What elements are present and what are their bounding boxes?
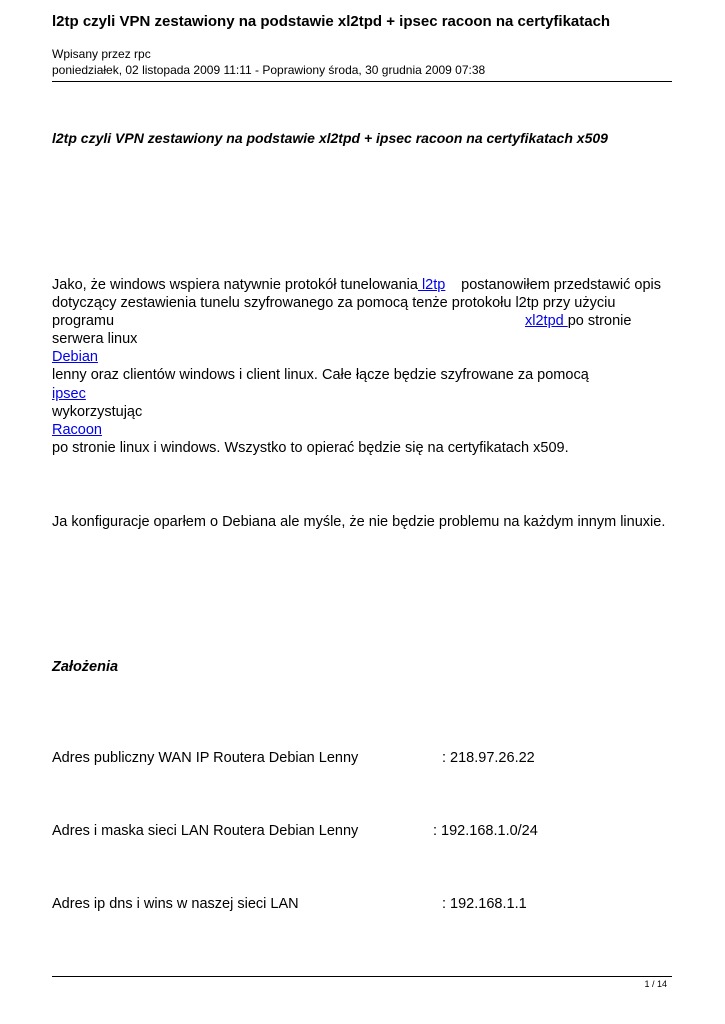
link-xl2tpd[interactable]: xl2tpd: [525, 313, 568, 329]
header-author: Wpisany przez rpc: [52, 47, 151, 61]
info-label: Adres publiczny WAN IP Routera Debian Lenny: [52, 750, 359, 766]
paragraph-line: [52, 276, 445, 294]
paragraph-line: [52, 348, 98, 366]
paragraph-line-right: postanowiłem przedstawić opis: [461, 277, 661, 293]
paragraph-line: dotyczący zestawienia tunelu szyfrowanego za pomocą tenże protokołu l2tp przy użyciu: [52, 295, 616, 311]
paragraph-line: programu: [52, 313, 115, 329]
info-label: Adres ip dns i wins w naszej sieci LAN: [52, 896, 299, 912]
section-title: Założenia: [52, 659, 119, 675]
footer-divider: [52, 976, 672, 977]
link-debian[interactable]: Debian: [52, 349, 98, 365]
paragraph-line: [52, 421, 102, 439]
article-title: l2tp czyli VPN zestawiony na podstawie xl2tpd + ipsec racoon na certyfikatach x509: [52, 130, 608, 146]
link-ipsec[interactable]: ipsec: [52, 386, 86, 402]
paragraph-line: lenny oraz clientów windows i client linux. Całe łącze będzie szyfrowane za pomocą: [52, 367, 589, 383]
link-l2tp[interactable]: l2tp: [417, 277, 446, 293]
text: po stronie: [567, 313, 632, 329]
header-dates: poniedziałek, 02 listopada 2009 11:11 - Poprawiony środa, 30 grudnia 2009 07:38: [52, 63, 486, 77]
paragraph-line: po stronie linux i windows. Wszystko to opierać będzie się na certyfikatach x509.: [52, 440, 569, 456]
info-value: : 218.97.26.22: [442, 750, 535, 766]
header-divider: [52, 81, 672, 82]
link-racoon[interactable]: Racoon: [52, 422, 102, 438]
info-value: : 192.168.1.0/24: [433, 823, 538, 839]
paragraph-line: wykorzystując: [52, 404, 143, 420]
text: Jako, że windows wspiera natywnie protokół tunelowania: [52, 277, 418, 293]
paragraph-line: serwera linux: [52, 331, 138, 347]
paragraph-line: [525, 312, 631, 330]
paragraph-line: [52, 385, 86, 403]
header-title: l2tp czyli VPN zestawiony na podstawie xl2tpd + ipsec racoon na certyfikatach: [52, 13, 611, 30]
info-value: : 192.168.1.1: [442, 896, 527, 912]
paragraph: Ja konfiguracje oparłem o Debiana ale myśle, że nie będzie problemu na każdym innym linuxie.: [52, 514, 666, 530]
page-number: 1 / 14: [644, 979, 667, 989]
info-label: Adres i maska sieci LAN Routera Debian Lenny: [52, 823, 359, 839]
